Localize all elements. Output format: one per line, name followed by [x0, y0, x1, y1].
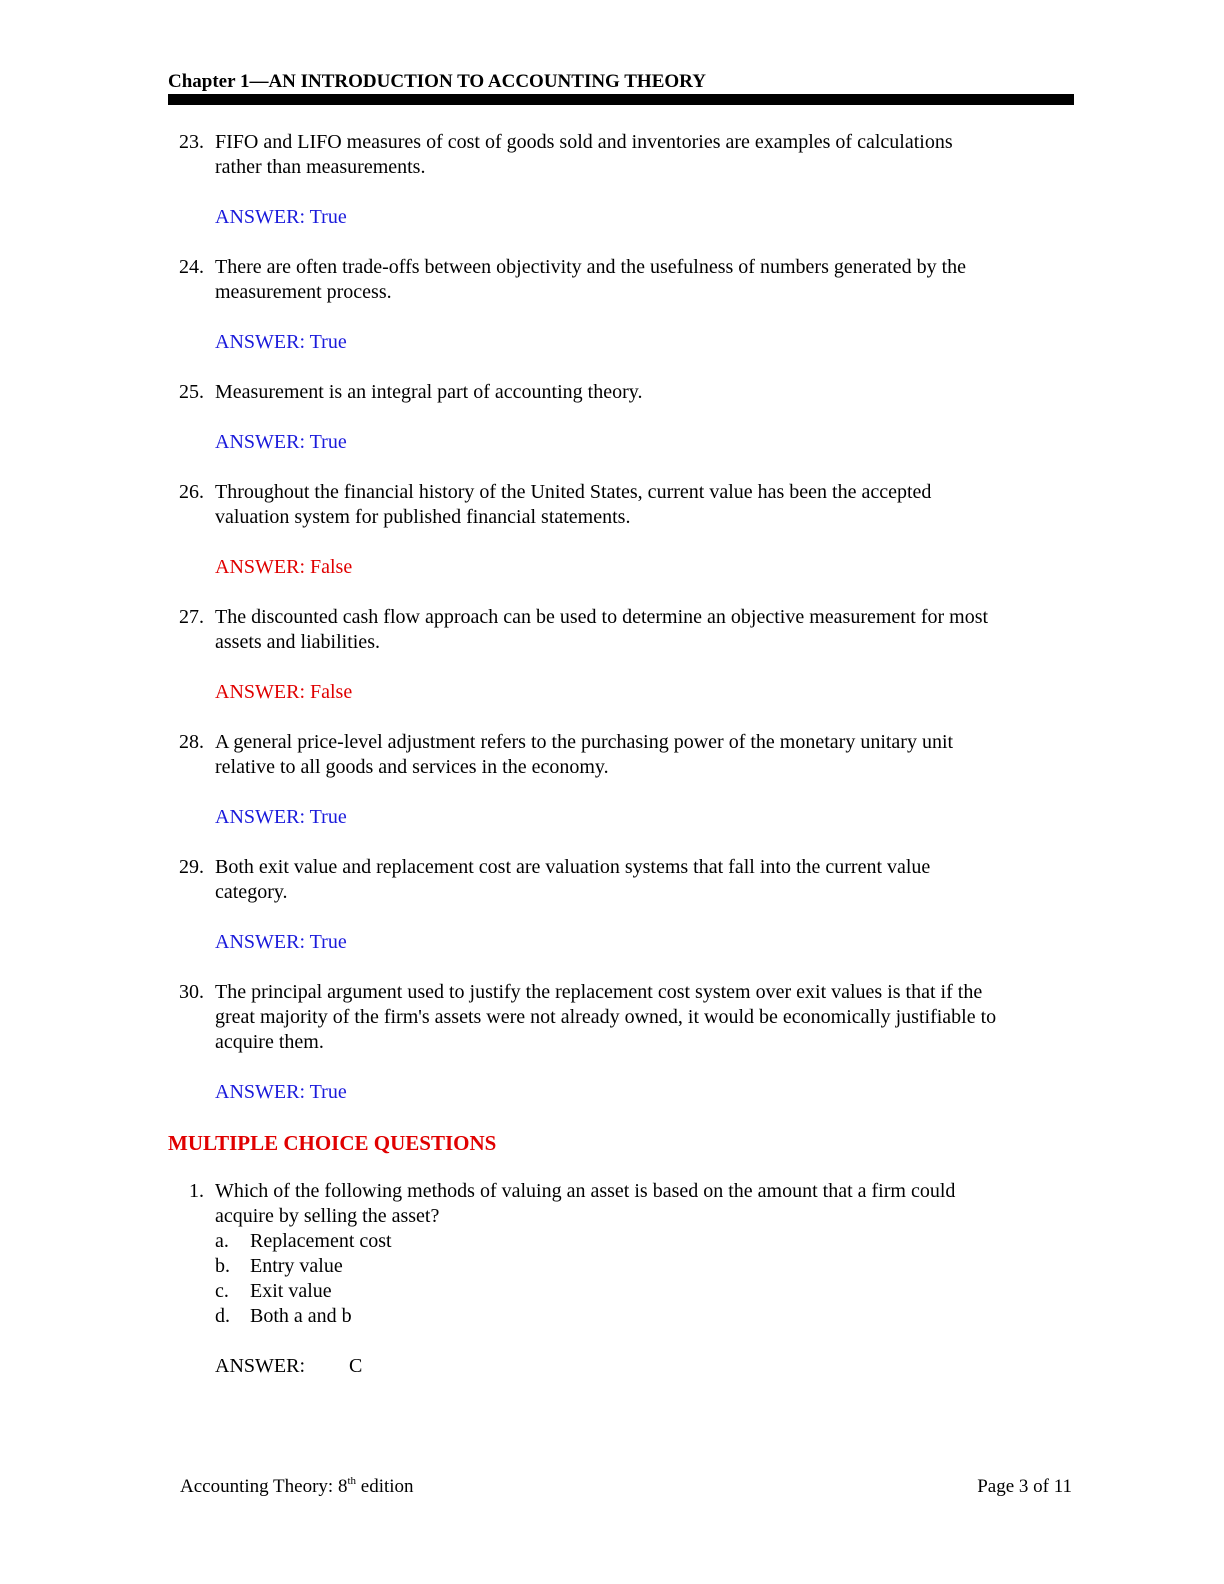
chapter-title: Chapter 1—AN INTRODUCTION TO ACCOUNTING THEORY: [168, 71, 706, 92]
question-line: measurement process.: [215, 281, 392, 303]
option-letter: d.: [215, 1305, 230, 1327]
question-number: 29.: [179, 856, 204, 878]
page-content: [168, 130, 1074, 1379]
question-line: The discounted cash flow approach can be used to determine an objective measurement for most: [215, 606, 989, 628]
book-sup: th: [347, 1475, 357, 1487]
question-number: 28.: [179, 731, 204, 753]
answer: ANSWER: False: [215, 556, 353, 578]
question-line: rather than measurements.: [215, 156, 426, 178]
option-a: [215, 1229, 1074, 1254]
question-line: acquire them.: [215, 1031, 324, 1053]
option-text: Exit value: [250, 1280, 332, 1302]
question-line: relative to all goods and services in the economy.: [215, 756, 609, 778]
answer-label: ANSWER:: [215, 1355, 305, 1377]
question: [168, 480, 1074, 530]
question-line: acquire by selling the asset?: [215, 1205, 440, 1227]
book-suffix: edition: [356, 1476, 414, 1497]
question-number: 24.: [179, 256, 204, 278]
option-text: Replacement cost: [250, 1230, 392, 1252]
answer: ANSWER: True: [215, 931, 347, 953]
question-line: valuation system for published financial statements.: [215, 506, 631, 528]
option-d: [215, 1304, 1074, 1329]
question-number: 25.: [179, 381, 204, 403]
question-line: Both exit value and replacement cost are valuation systems that fall into the current value: [215, 856, 931, 878]
question-line: The principal argument used to justify the replacement cost system over exit values is that if the: [215, 981, 983, 1003]
question-line: FIFO and LIFO measures of cost of goods sold and inventories are examples of calculations: [215, 131, 953, 153]
question: [168, 255, 1074, 305]
question-line: Throughout the financial history of the United States, current value has been the accepted: [215, 481, 932, 503]
question-number: 1.: [189, 1180, 204, 1202]
option-text: Both a and b: [250, 1305, 352, 1327]
mc-answer: [168, 1354, 1074, 1379]
question-line: There are often trade-offs between objectivity and the usefulness of numbers generated by the: [215, 256, 967, 278]
header-rule: [168, 94, 1074, 105]
question-line: A general price-level adjustment refers to the purchasing power of the monetary unitary unit: [215, 731, 954, 753]
question-number: 26.: [179, 481, 204, 503]
mc-question: [168, 1179, 1074, 1379]
question-line: Which of the following methods of valuing an asset is based on the amount that a firm could: [215, 1180, 956, 1202]
true-false-list: [168, 130, 1074, 1105]
question: [168, 855, 1074, 905]
question-number: 30.: [179, 981, 204, 1003]
question: [168, 380, 1074, 405]
question-number: 27.: [179, 606, 204, 628]
option-letter: c.: [215, 1280, 229, 1302]
option-text: Entry value: [250, 1255, 343, 1277]
question: [168, 730, 1074, 780]
answer: ANSWER: True: [215, 331, 347, 353]
mc-options: [168, 1229, 1074, 1329]
book-prefix: Accounting Theory: 8: [180, 1476, 348, 1497]
page-number: Page 3 of 11: [977, 1476, 1072, 1497]
answer: ANSWER: True: [215, 806, 347, 828]
section-title: MULTIPLE CHOICE QUESTIONS: [168, 1131, 497, 1155]
chapter-header: [168, 70, 1074, 94]
option-letter: a.: [215, 1230, 229, 1252]
question-line: great majority of the firm's assets were not already owned, it would be economically justifiable to: [215, 1006, 997, 1028]
question: [168, 130, 1074, 180]
question: [168, 605, 1074, 655]
answer-value: C: [349, 1355, 363, 1377]
option-b: [215, 1254, 1074, 1279]
answer: ANSWER: True: [215, 206, 347, 228]
option-c: [215, 1279, 1074, 1304]
question-line: category.: [215, 881, 288, 903]
question-number: 23.: [179, 131, 204, 153]
mc-question-text: [168, 1179, 1074, 1229]
answer: ANSWER: True: [215, 431, 347, 453]
question: [168, 980, 1074, 1055]
question-line: assets and liabilities.: [215, 631, 380, 653]
book-title: [180, 1475, 414, 1499]
answer: ANSWER: False: [215, 681, 353, 703]
question-line: Measurement is an integral part of accounting theory.: [215, 381, 643, 403]
answer: ANSWER: True: [215, 1081, 347, 1103]
option-letter: b.: [215, 1255, 230, 1277]
